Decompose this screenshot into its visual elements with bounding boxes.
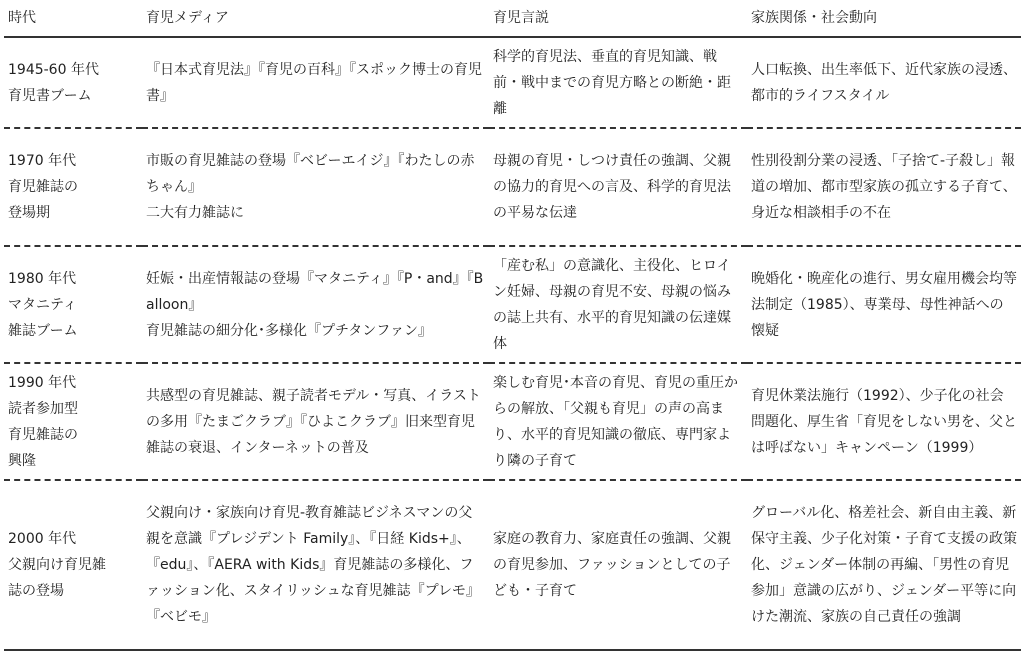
- media-cell: 父親向け・家族向け育児-教育雑誌ビジネスマンの父親を意識『プレジデント Family』、『日経 Kids+』、『edu』、『AERA with Kids』育児雑誌の多様化、ファッション化、スタイリッシュな育児雑誌『プレモ』『ベビモ』: [142, 480, 489, 650]
- society-cell: 人口転換、出生率低下、近代家族の浸透、都市的ライフスタイル: [747, 37, 1021, 128]
- header-discourse: 育児言説: [489, 0, 747, 37]
- discourse-cell: 「産む私」の意識化、主役化、ヒロイン妊婦、母親の育児不安、母親の悩みの誌上共有、水平的育児知識の伝達媒体: [489, 246, 747, 363]
- discourse-cell: 家庭の教育力、家庭責任の強調、父親の育児参加、ファッションとしての子ども・子育て: [489, 480, 747, 650]
- header-era: 時代: [4, 0, 142, 37]
- discourse-cell: 科学的育児法、垂直的育児知識、戦前・戦中までの育児方略との断絶・距離: [489, 37, 747, 128]
- society-cell: 性別役割分業の浸透、「子捨て-子殺し」報道の増加、都市型家族の孤立する子育て、身近な相談相手の不在: [747, 128, 1021, 246]
- header-media: 育児メディア: [142, 0, 489, 37]
- discourse-cell: 母親の育児・しつけ責任の強調、父親の協力的育児への言及、科学的育児法の平易な伝達: [489, 128, 747, 246]
- era-cell: 1945-60 年代 育児書ブーム: [4, 37, 142, 128]
- era-cell: 1980 年代 マタニティ 雑誌ブーム: [4, 246, 142, 363]
- era-cell: 1990 年代 読者参加型 育児雑誌の 興隆: [4, 363, 142, 480]
- discourse-cell: 楽しむ育児･本音の育児、育児の重圧からの解放、「父親も育児」の声の高まり、水平的育児知識の徹底、専門家より隣の子育て: [489, 363, 747, 480]
- table-row: [4, 480, 1021, 650]
- header-society: 家族関係・社会動向: [747, 0, 1021, 37]
- table-row: [4, 246, 1021, 363]
- media-history-table: [4, 0, 1021, 651]
- society-cell: グローバル化、格差社会、新自由主義、新保守主義、少子化対策・子育て支援の政策化、ジェンダー体制の再編、「男性の育児参加」意識の広がり、ジェンダー平等に向けた潮流、家族の自己責任の強調: [747, 480, 1021, 650]
- table-row: [4, 128, 1021, 246]
- table-row: [4, 37, 1021, 128]
- media-cell: 『日本式育児法』『育児の百科』『スポック博士の育児書』: [142, 37, 489, 128]
- media-cell: 市販の育児雑誌の登場『ベビーエイジ』『わたしの赤ちゃん』 二大有力雑誌に: [142, 128, 489, 246]
- society-cell: 晩婚化・晩産化の進行、男女雇用機会均等法制定（1985）、専業母、母性神話への懐疑: [747, 246, 1021, 363]
- society-cell: 育児休業法施行（1992）、少子化の社会問題化、厚生省「育児をしない男を、父とは呼ばない」キャンペーン（1999）: [747, 363, 1021, 480]
- media-cell: 共感型の育児雑誌、親子読者モデル・写真、イラストの多用『たまごクラブ』『ひよこクラブ』旧来型育児雑誌の衰退、インターネットの普及: [142, 363, 489, 480]
- media-cell: 妊娠・出産情報誌の登場『マタニティ』『P・and』『Balloon』 育児雑誌の細分化･多様化『プチタンファン』: [142, 246, 489, 363]
- table-row: [4, 363, 1021, 480]
- header-row: [4, 0, 1021, 37]
- era-cell: 2000 年代 父親向け育児雑 誌の登場: [4, 480, 142, 650]
- era-cell: 1970 年代 育児雑誌の 登場期: [4, 128, 142, 246]
